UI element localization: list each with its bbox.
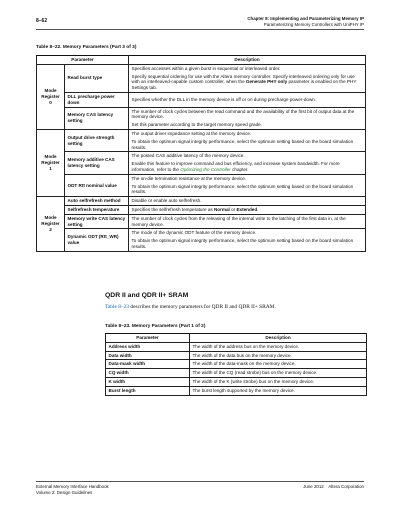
table-row xyxy=(37,229,366,251)
param-name: Data width xyxy=(106,351,190,360)
table-row xyxy=(106,369,367,378)
param-description: Specifies whether the DLL in the memory device is off or on during precharge power-down. xyxy=(129,92,366,107)
table-row xyxy=(106,386,367,395)
section-title: Parameterizing Memory Controllers with UniPHY IP xyxy=(263,21,364,27)
param-description: The posted CAS additive latency of the memory device. Enable this feature to improve command and bus efficiency, and increase system bandwidth. For more information, refer to the Optimizing the Controller chapter. xyxy=(129,152,366,174)
param-description: The width of the CQ (read strobe) bus on the memory device. xyxy=(190,369,367,378)
param-description: The burst length supported by the memory device. xyxy=(190,386,367,395)
param-description: The output driver impedance setting at the memory device. To obtain the optimum signal integrity performance, select the optimum setting based on the board simulation results. xyxy=(129,129,366,151)
param-name: K width xyxy=(106,377,190,386)
param-name: Selfrefresh temperature xyxy=(65,205,129,214)
param-name: Data-mask width xyxy=(106,360,190,369)
param-name: CQ width xyxy=(106,369,190,378)
table-8-23-link[interactable]: Table 8–23 xyxy=(105,304,130,310)
param-name: Read burst type xyxy=(65,64,129,92)
param-name: DLL precharge power down xyxy=(65,92,129,107)
param-description: The number of clock cycles from the releasing of the internal write to the latching of the first data in, at the memory device. xyxy=(129,214,366,229)
param-description: The width of the address bus on the memory device. xyxy=(190,342,367,351)
param-name: Dynamic ODT (Rtt_WR) value xyxy=(65,229,129,251)
optimizing-controller-link[interactable]: Optimizing the Controller xyxy=(180,166,231,172)
running-header xyxy=(247,16,364,27)
book-title: External Memory Interface Handbook xyxy=(36,484,109,489)
param-name: Auto selfrefresh method xyxy=(65,197,129,206)
page-number: 8–62 xyxy=(36,18,48,24)
param-description: The number of clock cycles between the read command and the availability of the first bit of output data at the memory device. Set this parameter according to the target memory speed grade. xyxy=(129,107,366,129)
param-name: Address width xyxy=(106,342,190,351)
param-name: Burst length xyxy=(106,386,190,395)
table-row xyxy=(106,351,367,360)
table2-caption: Table 8–23. Memory Parameters (Part 1 of 2) xyxy=(105,324,206,329)
table-row xyxy=(37,107,366,129)
group-mode-register-1: Mode Register 1 xyxy=(37,129,65,196)
col-header-description: Description xyxy=(190,334,367,343)
param-description: The mode of the dynamic ODT feature of the memory device. To obtain the optimum signal integrity performance, select the optimum setting based on the board simulation results. xyxy=(129,229,366,251)
table-row xyxy=(37,129,366,151)
param-description: The width of the data bus on the memory device. xyxy=(190,351,367,360)
table-row xyxy=(37,92,366,107)
param-description: The width of the K (write strobe) bus on the memory device. xyxy=(190,377,367,386)
table-row xyxy=(37,152,366,174)
footer-date: June 2012 Altera Corporation xyxy=(303,484,364,489)
param-description: The on-die termination resistance at the memory device. To obtain the optimum signal integrity performance, select the optimum setting based on the board simulation results. xyxy=(129,174,366,196)
param-description: Disable or enable auto selfrefresh. xyxy=(129,197,366,206)
section-heading: QDR II and QDR II+ SRAM xyxy=(105,292,189,299)
col-header-description: Description xyxy=(129,56,366,65)
memory-parameters-table-part3 xyxy=(36,55,366,252)
table-row xyxy=(106,360,367,369)
table-row xyxy=(37,205,366,214)
chapter-title: Chapter 8: Implementing and Parameterizing Memory IP xyxy=(247,16,364,21)
table-row xyxy=(37,214,366,229)
col-header-parameter: Parameter xyxy=(106,334,190,343)
table-row xyxy=(106,377,367,386)
group-mode-register-2: Mode Register 2 xyxy=(37,197,65,252)
table-row xyxy=(37,64,366,92)
param-name: Output drive strength setting xyxy=(65,129,129,151)
col-header-parameter: Parameter xyxy=(37,56,129,65)
volume-title: Volume 2: Design Guidelines xyxy=(36,489,93,495)
footer-book-info xyxy=(36,484,109,496)
table1-caption: Table 8–22. Memory Parameters (Part 3 of 3) xyxy=(36,45,137,50)
footer-rule xyxy=(36,481,364,482)
group-mode-register-0: Mode Register 0 xyxy=(37,64,65,129)
section-intro: Table 8–23 describes the memory parameters for QDR II and QDR II+ SRAM. xyxy=(105,304,276,310)
param-description: The width of the data-mask on the memory device, xyxy=(190,360,367,369)
param-name: ODT Rtt nominal value xyxy=(65,174,129,196)
memory-parameters-table-part1 xyxy=(105,333,367,396)
param-name: Memory additive CAS latency setting xyxy=(65,152,129,174)
param-name: Memory write CAS latency setting xyxy=(65,214,129,229)
table-row xyxy=(37,174,366,196)
table-row xyxy=(37,197,366,206)
param-description: Specifies the selfrefresh temperature as Normal or Extended. xyxy=(129,205,366,214)
param-name: Memory CAS latency setting xyxy=(65,107,129,129)
param-description: Specifies accesses within a given burst in sequential or interleaved order. Specify sequential ordering for use with the Altera memory controller. Specify interleaved ordering only for use with an interleaved-capable custom controller, when the Generate PHY only parameter is enabled on the PHY Settings tab. xyxy=(129,64,366,92)
header-rule xyxy=(36,29,364,30)
table-row xyxy=(106,342,367,351)
